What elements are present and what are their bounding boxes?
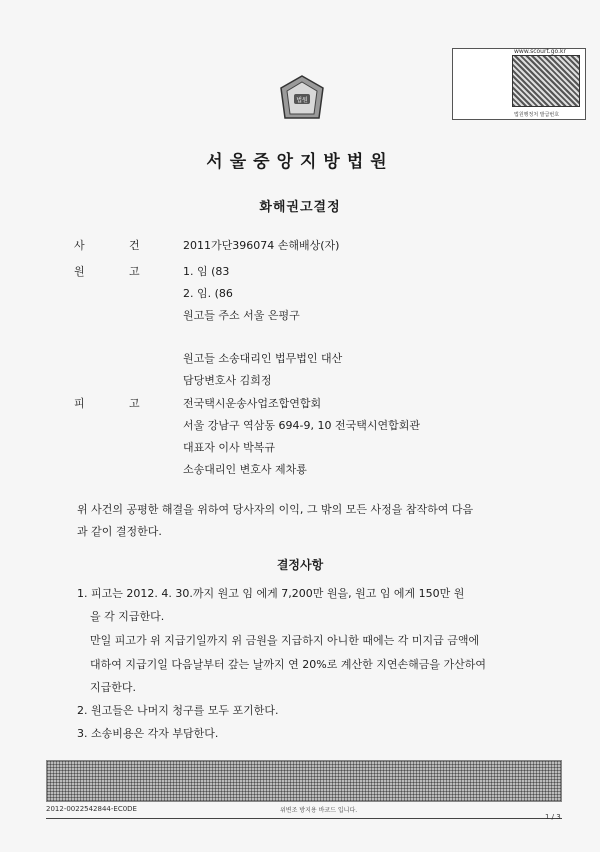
plaintiff-attorney: 원고들 소송대리인 법무법인 대산 [183,352,343,365]
document-code: 2012-0022542844-EC0DE [46,805,137,813]
footer-divider [46,818,562,819]
decision-item-1-line-3: 만일 피고가 위 지급기일까지 위 금원을 지급하지 아니한 때에는 각 미지급 금액에 [90,634,480,647]
defendant-address: 서울 강남구 역삼동 694-9, 10 전국택시연합회관 [183,419,420,432]
decision-item-1-line-1: 1. 피고는 2012. 4. 30.까지 원고 임 에게 7,200만 원을, 원고 임 에게 150만 원 [77,587,465,600]
court-name: 서울중앙지방법원 [206,152,394,172]
page-number: 1 / 3 [545,813,561,821]
defendant-representative: 대표자 이사 박복규 [183,441,276,454]
case-number: 2011가단396074 손해배상(자) [183,239,340,252]
document-title: 화해권고결정 [259,200,341,215]
svg-text:법원: 법원 [296,97,308,104]
plaintiff-lawyer: 담당변호사 김희정 [183,374,272,387]
case-label-2: 건 [129,239,140,252]
plaintiff-2: 2. 임. (86 [183,287,233,300]
plaintiff-1: 1. 임 (83 [183,265,230,278]
court-url: www.scourt.go.kr [514,48,566,55]
decision-item-1-line-2: 을 각 지급한다. [90,610,165,623]
defendant-label-1: 피 [74,397,85,410]
case-label-1: 사 [74,239,85,252]
anti-forgery-barcode-icon [46,760,562,802]
plaintiff-label-2: 고 [129,265,140,278]
qr-caption: 법원행정처 발급번호 [514,112,560,118]
defendant-name: 전국택시운송사업조합연합회 [183,397,322,410]
court-seal-icon [279,74,325,124]
intro-line-2: 과 같이 결정한다. [77,525,162,538]
decision-heading: 결정사항 [276,558,324,572]
decision-item-1-line-5: 지급한다. [90,681,137,694]
plaintiff-address: 원고들 주소 서울 은평구 [183,309,300,322]
decision-item-2: 2. 원고들은 나머지 청구를 모두 포기한다. [77,704,279,717]
decision-item-3: 3. 소송비용은 각자 부담한다. [77,727,219,740]
barcode-notice: 위변조 방지용 바코드 입니다. [280,807,358,814]
defendant-label-2: 고 [129,397,140,410]
decision-item-1-line-4: 대하여 지급기일 다음날부터 갚는 날까지 연 20%로 계산한 지연손해금을 가산하여 [90,658,486,671]
defendant-attorney: 소송대리인 변호사 제차룡 [183,463,307,476]
qr-code-icon [512,55,580,107]
plaintiff-label-1: 원 [74,265,85,278]
intro-line-1: 위 사건의 공평한 해결을 위하여 당사자의 이익, 그 밖의 모든 사정을 참작하여 다음 [77,503,474,516]
